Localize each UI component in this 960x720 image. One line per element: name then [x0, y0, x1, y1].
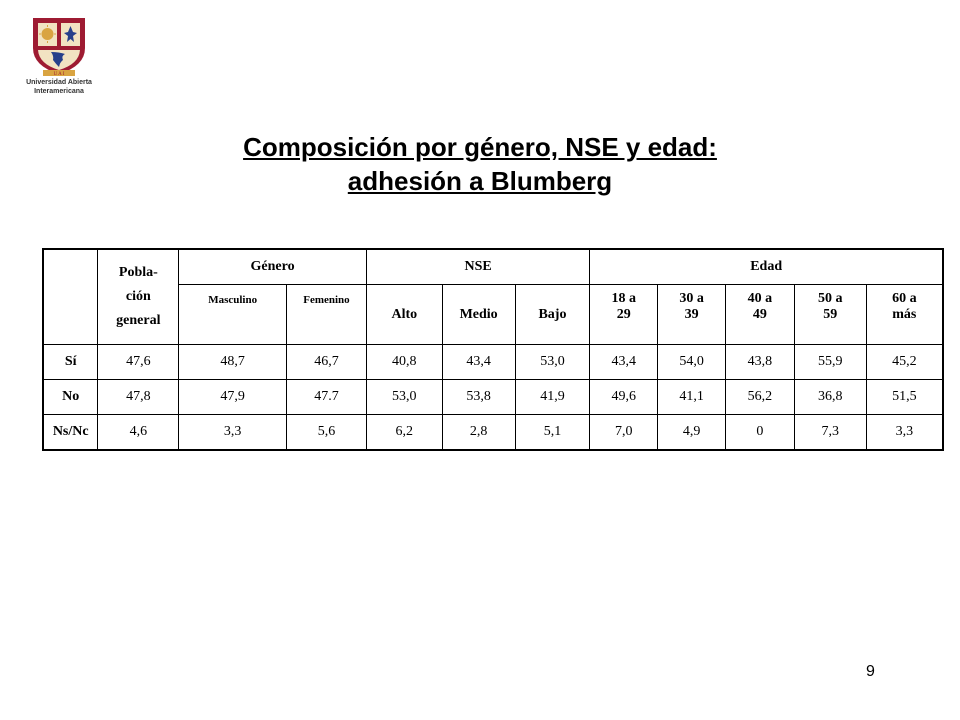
cell: 7,3 — [794, 415, 866, 451]
table-row-nsnc — [43, 415, 943, 451]
age-30-39-header — [658, 285, 726, 345]
cell: 47,8 — [98, 380, 179, 415]
cell: 47.7 — [287, 380, 367, 415]
university-name-line1: Universidad Abierta — [26, 79, 92, 86]
pobla-line-3: general — [116, 313, 161, 328]
edad-header: Edad — [590, 249, 943, 285]
age-40-49-header — [726, 285, 795, 345]
cell: 3,3 — [866, 415, 943, 451]
crest-icon — [29, 14, 89, 78]
age-60-mas-header — [866, 285, 943, 345]
age-60-mas-bottom: más — [892, 307, 917, 322]
cell: 55,9 — [794, 345, 866, 380]
age-18-29-top: 18 a — [611, 291, 637, 306]
age-30-39-top: 30 a — [679, 291, 704, 306]
cell: 40,8 — [366, 345, 442, 380]
pobla-line-2: ción — [125, 289, 151, 304]
cell: 47,9 — [179, 380, 287, 415]
cell: 53,0 — [515, 345, 590, 380]
row-label: Sí — [43, 345, 98, 380]
pobla-line-1: Pobla- — [118, 265, 158, 280]
age-40-49-bottom: 49 — [752, 307, 767, 322]
medio-header: Medio — [442, 285, 515, 345]
cell: 49,6 — [590, 380, 658, 415]
age-30-39-bottom: 39 — [684, 307, 699, 322]
age-18-29-header — [590, 285, 658, 345]
cell: 36,8 — [794, 380, 866, 415]
cell: 41,9 — [515, 380, 590, 415]
cell: 5,1 — [515, 415, 590, 451]
row-label: No — [43, 380, 98, 415]
cell: 48,7 — [179, 345, 287, 380]
title-line-1: Composición por género, NSE y edad: — [243, 132, 717, 162]
cell: 0 — [726, 415, 795, 451]
cell: 47,6 — [98, 345, 179, 380]
cell: 45,2 — [866, 345, 943, 380]
header-row-groups — [43, 249, 943, 285]
cell: 5,6 — [287, 415, 367, 451]
svg-text:U A I: U A I — [53, 72, 65, 77]
cell: 46,7 — [287, 345, 367, 380]
cell: 53,0 — [366, 380, 442, 415]
cell: 43,4 — [590, 345, 658, 380]
age-50-59-bottom: 59 — [823, 307, 838, 322]
table-row-no — [43, 380, 943, 415]
age-50-59-header — [794, 285, 866, 345]
university-name-line2: Interamericana — [34, 88, 84, 95]
femenino-header: Femenino — [287, 285, 367, 345]
cell: 3,3 — [179, 415, 287, 451]
cell: 2,8 — [442, 415, 515, 451]
row-label: Ns/Nc — [43, 415, 98, 451]
table-row-si — [43, 345, 943, 380]
cell: 43,4 — [442, 345, 515, 380]
masculino-header: Masculino — [179, 285, 287, 345]
bajo-header: Bajo — [515, 285, 590, 345]
results-table — [42, 248, 944, 451]
title-line-2: adhesión a Blumberg — [347, 166, 613, 196]
cell: 43,8 — [726, 345, 795, 380]
nse-header: NSE — [366, 249, 589, 285]
university-logo — [14, 14, 104, 102]
genero-header: Género — [179, 249, 367, 285]
cell: 7,0 — [590, 415, 658, 451]
cell: 56,2 — [726, 380, 795, 415]
cell: 53,8 — [442, 380, 515, 415]
age-60-mas-top: 60 a — [892, 291, 917, 306]
header-row-subgroups — [43, 285, 943, 345]
corner-cell — [43, 249, 98, 345]
cell: 6,2 — [366, 415, 442, 451]
alto-header: Alto — [366, 285, 442, 345]
cell: 41,1 — [658, 380, 726, 415]
poblacion-general-header — [98, 249, 179, 345]
cell: 4,9 — [658, 415, 726, 451]
page-number: 9 — [866, 663, 875, 680]
cell: 54,0 — [658, 345, 726, 380]
slide-title — [0, 130, 960, 198]
cell: 4,6 — [98, 415, 179, 451]
age-40-49-top: 40 a — [747, 291, 773, 306]
cell: 51,5 — [866, 380, 943, 415]
age-18-29-bottom: 29 — [616, 307, 631, 322]
age-50-59-top: 50 a — [817, 291, 843, 306]
